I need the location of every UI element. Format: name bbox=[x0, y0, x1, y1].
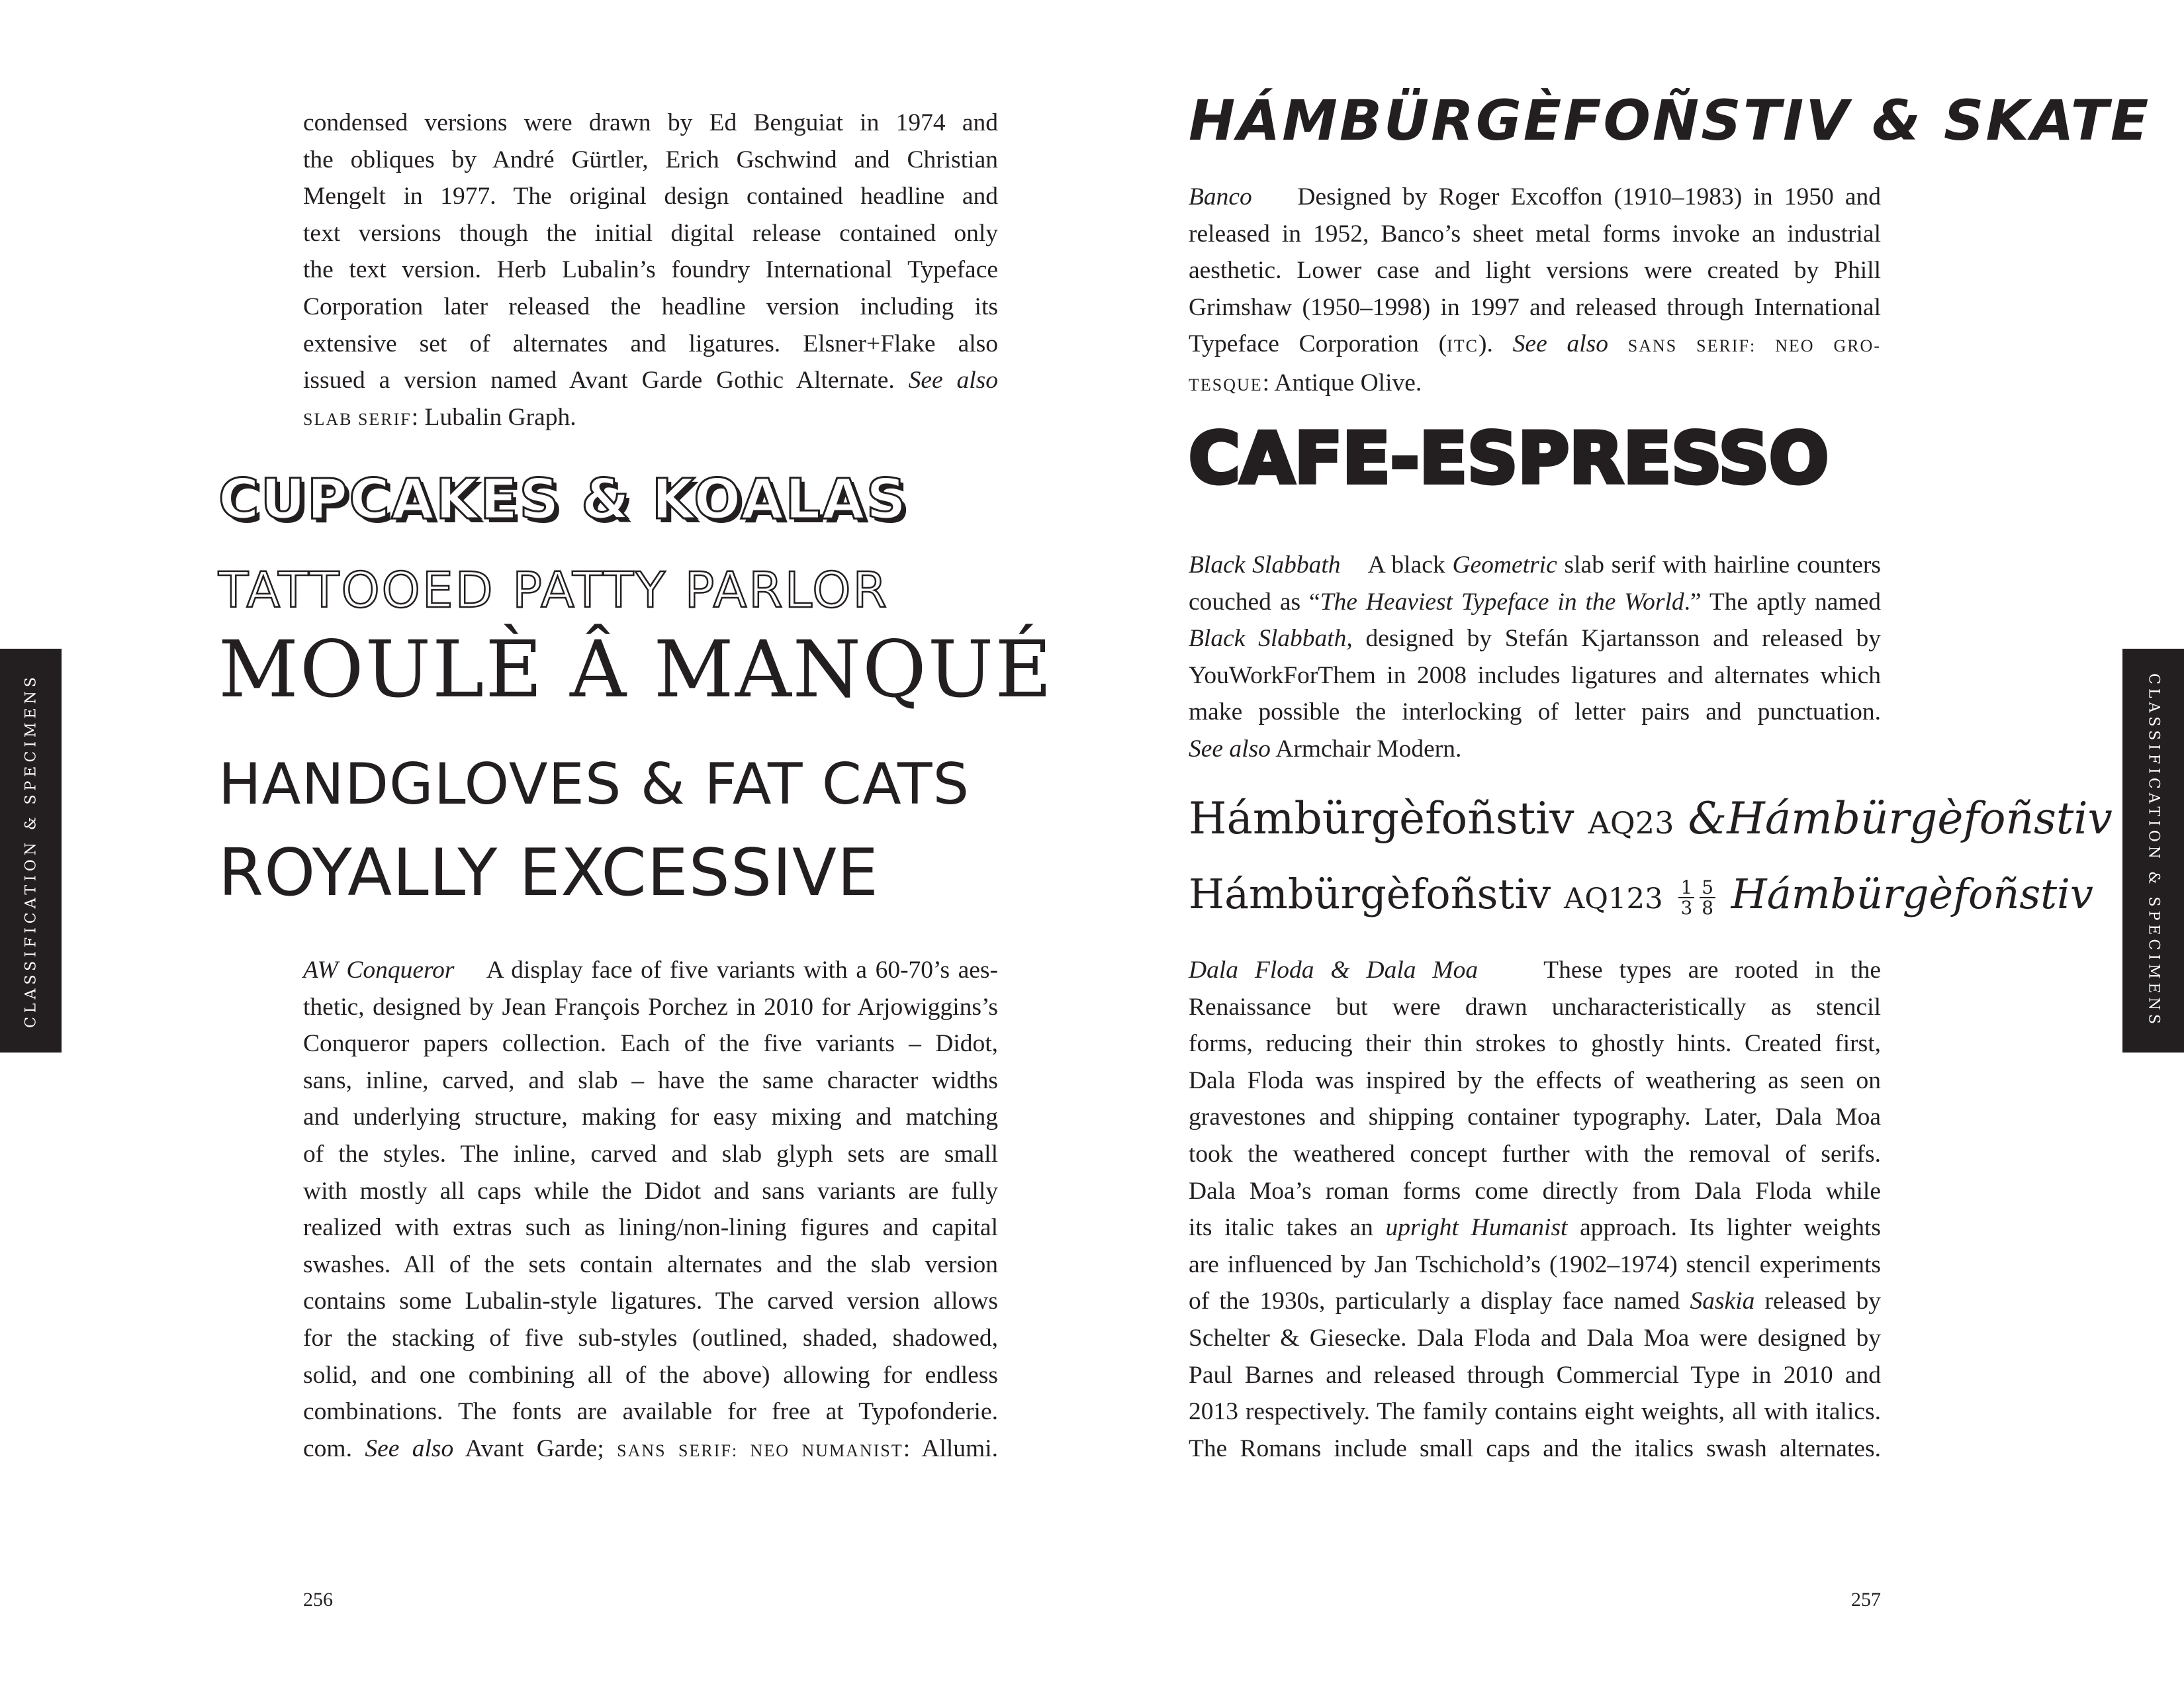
see-also: See also bbox=[1189, 735, 1271, 763]
see-also: See also bbox=[908, 367, 998, 395]
page-number: 257 bbox=[1851, 1589, 1881, 1611]
entry-title: AW Conqueror bbox=[303, 957, 455, 984]
fraction-one-third: $\frac{1}{3}$ bbox=[1678, 878, 1694, 918]
specimen-banco: HÁMBÜRGÈFOÑSTIV & SKATE bbox=[1189, 88, 2151, 153]
specimen-royally-excessive: ROYALLY EXCESSIVE bbox=[218, 835, 879, 911]
specimen-dala-moa: Hámbürgèfoñstiv AQ123 $\frac{1}{3}$ $\frac{5}{8}$ Hámbürgèfoñstiv bbox=[1189, 870, 2093, 919]
specimen-tattooed-patty-parlor: TATTOOED PATTY PARLOR bbox=[218, 562, 889, 619]
entry-title: Dala Floda & Dala Moa bbox=[1189, 957, 1479, 984]
banco-paragraph: Banco Designed by Roger Excoffon (1910–1983) in 1950 and released in 1952, Banco’s sheet metal forms invoke an industrial aesthetic. Lower case and light versions were created by Phill Grimshaw (1950–1998) in 1997 and released through International Typeface Corporation (ITC). See also SANS SERIF: NEO GRO- TESQUE: Antique Olive. bbox=[1189, 183, 1882, 397]
see-also: See also bbox=[1512, 330, 1609, 358]
cross-reference: SANS SERIF: NEO NUMANIST bbox=[617, 1440, 903, 1460]
fraction-five-eighths: $\frac{5}{8}$ bbox=[1700, 878, 1715, 918]
entry-title: Banco bbox=[1189, 183, 1252, 211]
see-also: See also bbox=[365, 1434, 454, 1462]
aw-conqueror-paragraph: AW Conqueror A display face of five variants with a 60-70’s aes- thetic, designed by Jean François Porchez in 2010 for Arjowiggins’s Conqueror papers collection. Each of the five variants – Didot, sans, inline, carved, and slab – have the same character widths and underlying structure, making for easy mixing and matching of the styles. The inline, carved and slab glyph sets are small with mostly all caps while the Didot and sans variants are fully realized with extras such as lining/non-lining figures and capital swashes. All of the sets contain alternates and the slab version contains some Lubalin-style ligatures. The carved version allows for the stacking of five sub-styles (outlined, shaded, shadowed, solid, and one combining all of the above) allowing for endless combinations. The fonts are available for free at Typofonderie. com. See also Avant Garde; SANS SERIF: NEO NUMANIST: Allumi. bbox=[303, 957, 999, 1462]
section-tab bbox=[2122, 649, 2184, 1053]
cross-reference: TESQUE bbox=[1189, 375, 1263, 395]
cross-reference: SANS SERIF: NEO GRO- bbox=[1627, 336, 1881, 356]
section-tab-label: CLASSIFICATION & SPECIMENS bbox=[2145, 673, 2161, 1028]
specimen-cupcakes-koalas: CUPCAKES & KOALAS bbox=[218, 467, 908, 532]
entry-title: Black Slabbath bbox=[1189, 551, 1341, 579]
page-number: 256 bbox=[303, 1589, 333, 1611]
specimen-moule-a-manque: MOULÈ Â MANQUÉ bbox=[218, 624, 1054, 715]
section-tab-label: CLASSIFICATION & SPECIMENS bbox=[23, 673, 39, 1028]
dala-paragraph: Dala Floda & Dala Moa These types are rooted in the Renaissance but were drawn uncharacteristically as stencil forms, reducing their thin strokes to ghostly hints. Created first, Dala Floda was inspired by the effects of weathering as seen on gravestones and shipping container typography. Later, Dala Moa took the weathered concept further with the removal of serifs. Dala Moa’s roman forms come directly from Dala Floda while its italic takes an upright Humanist approach. Its lighter weights are influenced by Jan Tschichold’s (1902–1974) stencil experiments of the 1930s, particularly a display face named Saskia released by Schelter & Giesecke. Dala Floda and Dala Moa were designed by Paul Barnes and released through Commercial Type in 2010 and 2013 respectively. The family contains eight weights, all with italics. The Romans include small caps and the italics swash alternates. bbox=[1189, 957, 1882, 1462]
specimen-handgloves-fat-cats: HANDGLOVES & FAT CATS bbox=[218, 751, 970, 818]
avant-garde-continuation-paragraph: condensed versions were drawn by Ed Benguiat in 1974 and the obliques by André Gürtler, Erich Gschwind and Christian Mengelt in 1977. The original design contained headline and text versions though the initial digital release contained only the text version. Herb Lubalin’s foundry International Typeface Corporation later released the headline version including its extensive set of alternates and ligatures. Elsner+Flake also issued a version named Avant Garde Gothic Alternate. See also SLAB SERIF: Lubalin Graph. bbox=[303, 109, 998, 431]
section-tab bbox=[0, 649, 62, 1053]
cross-reference: SLAB SERIF bbox=[303, 409, 412, 429]
specimen-dala-floda: Hámbürgèfoñstiv AQ23 &Hámbürgèfoñstiv bbox=[1189, 793, 2113, 844]
specimen-cafe-espresso: CAFE-ESPRESSO bbox=[1189, 418, 1829, 499]
black-slabbath-paragraph: Black Slabbath A black Geometric slab serif with hairline counters couched as “The Heaviest Typeface in the World.” The aptly named Black Slabbath, designed by Stefán Kjartansson and released by YouWorkForThem in 2008 includes ligatures and alternates which make possible the interlocking of letter pairs and punctuation. See also Armchair Modern. bbox=[1189, 551, 1881, 763]
